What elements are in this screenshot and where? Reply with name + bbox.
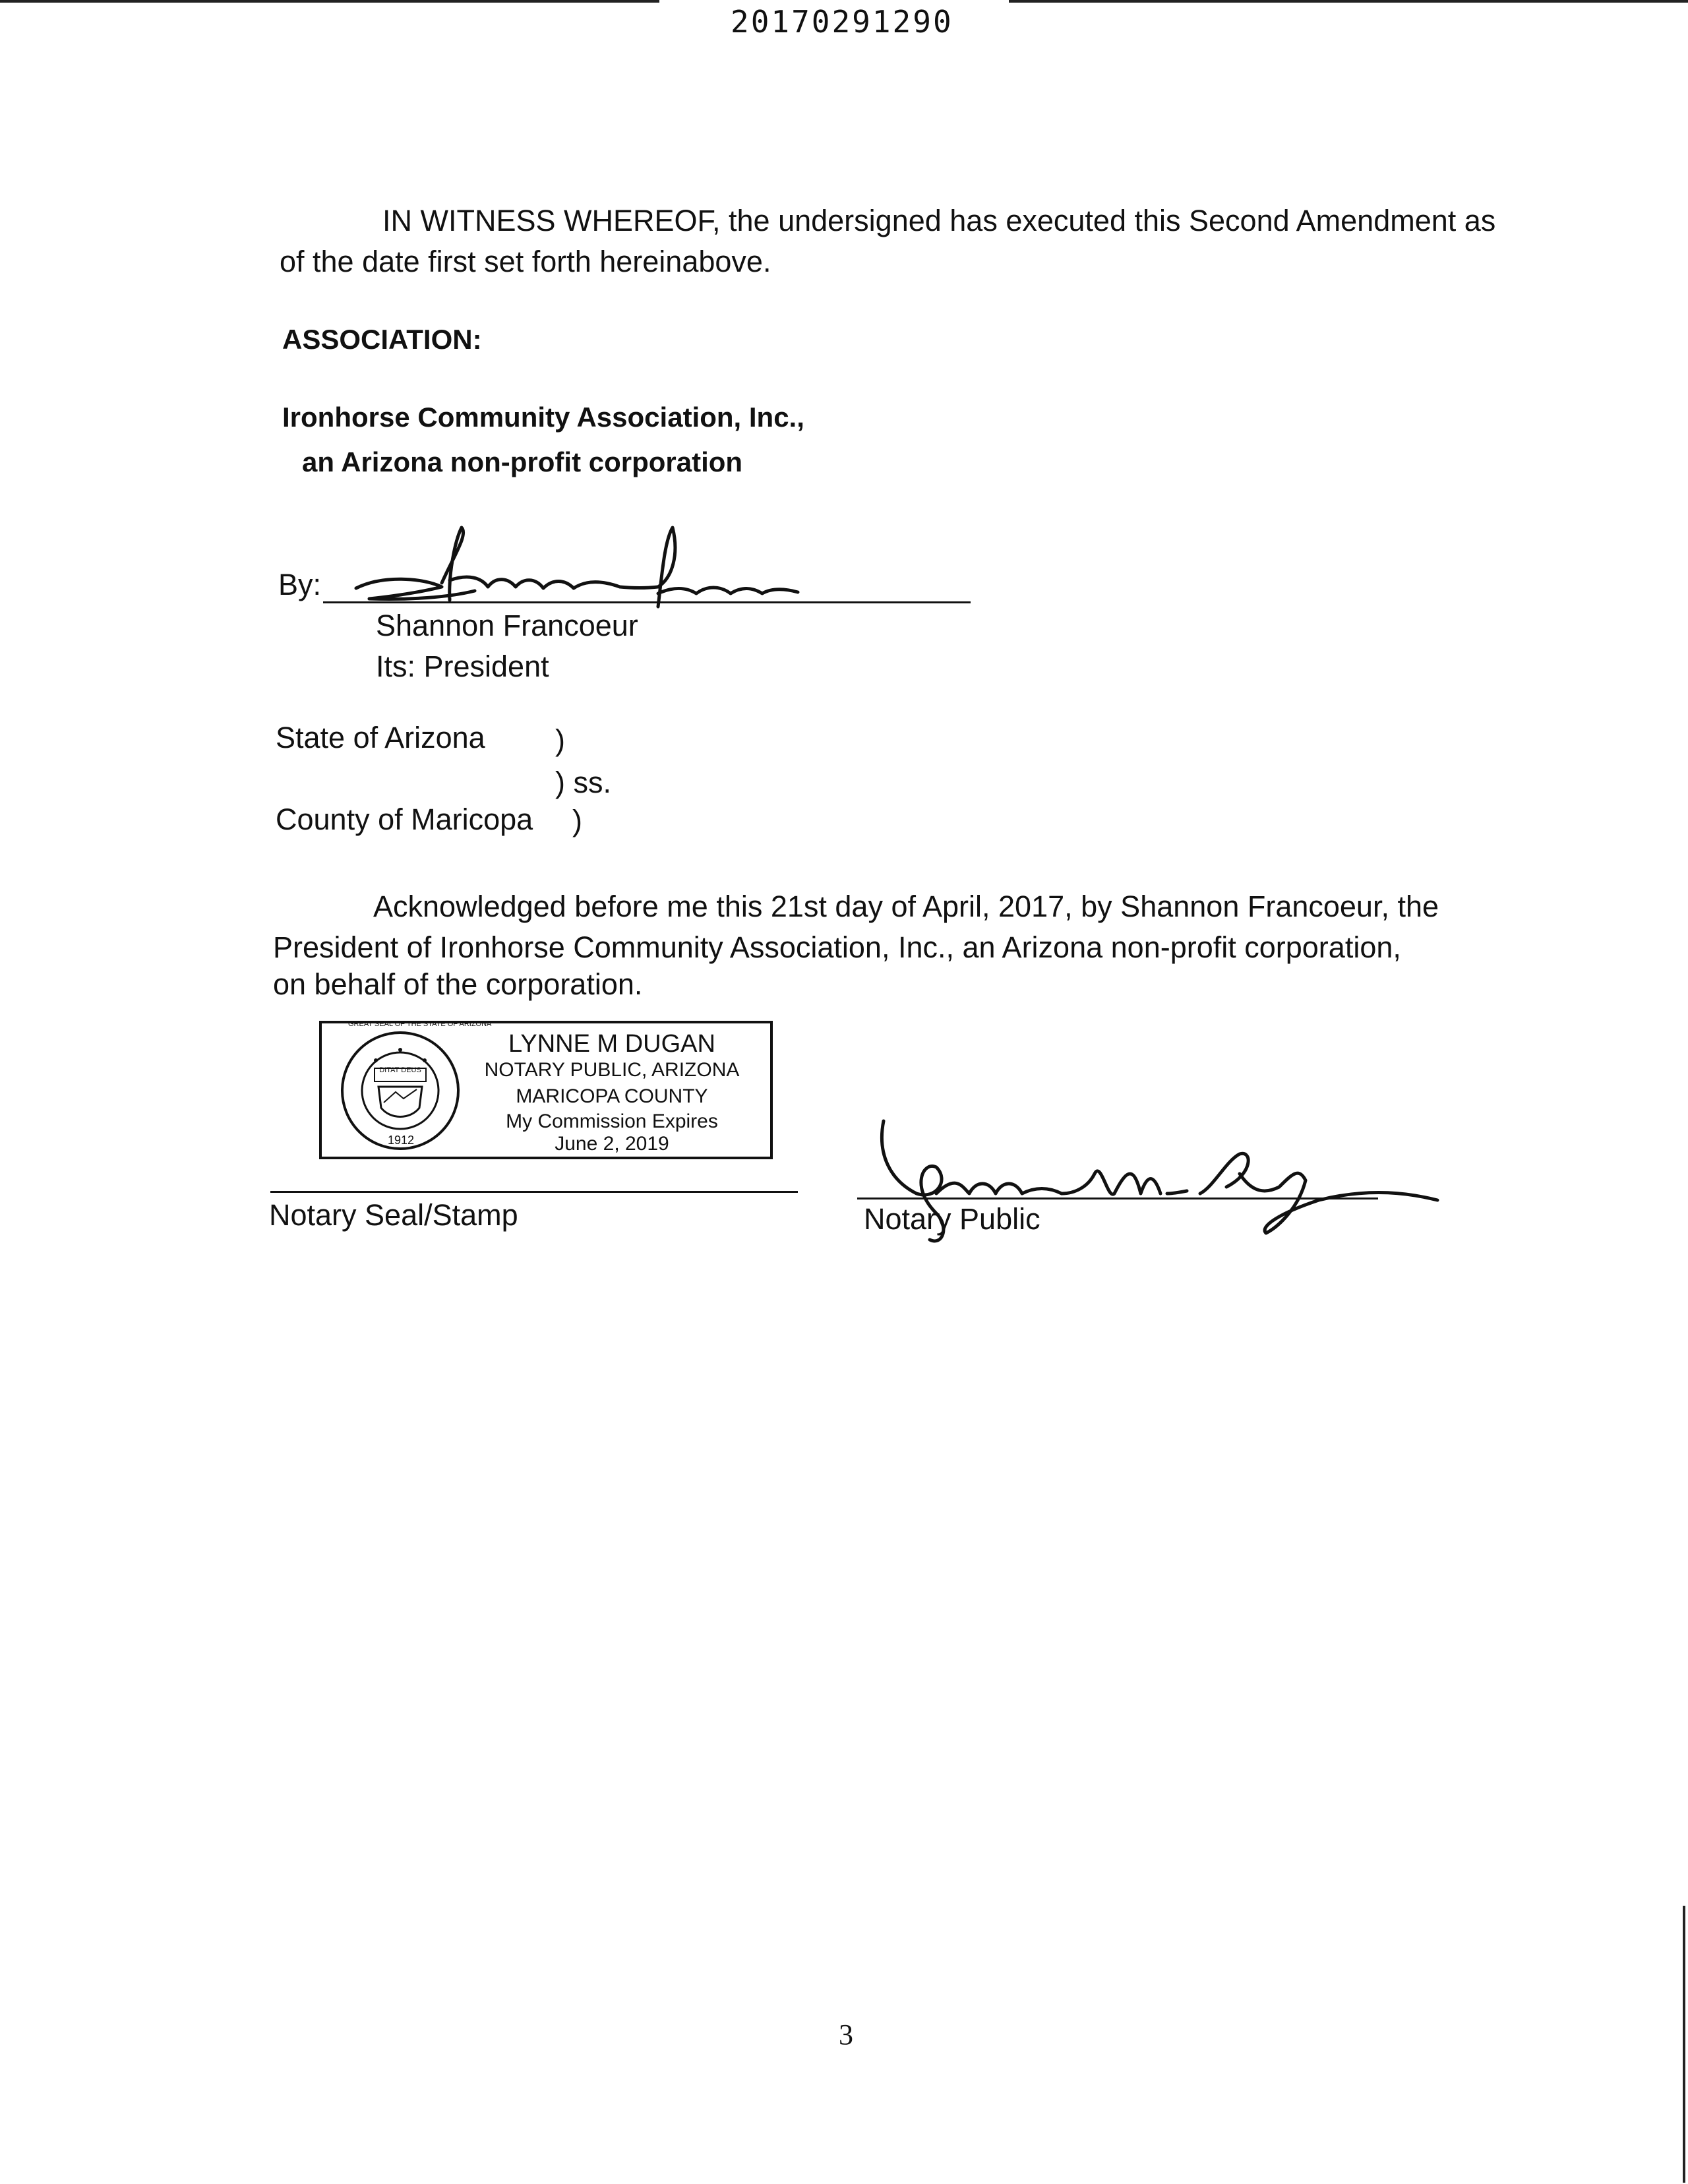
notary-line [857, 1198, 1378, 1199]
seal-ring-text: GREAT SEAL OF THE STATE OF ARIZONA [348, 1020, 492, 1028]
stamp-notary-title: NOTARY PUBLIC, ARIZONA [484, 1059, 740, 1081]
stamp-notary-name: LYNNE M DUGAN [508, 1030, 715, 1058]
venue-state: State of Arizona [276, 721, 485, 754]
signer-title: Its: President [376, 650, 549, 683]
notary-label: Notary Public [864, 1202, 1040, 1236]
notary-stamp [319, 1021, 773, 1159]
by-label: By: [278, 568, 322, 601]
acknowledgment-line-3: on behalf of the corporation. [273, 967, 643, 1001]
signer-signature [343, 514, 844, 620]
venue-county: County of Maricopa [276, 803, 533, 836]
witness-line-1: IN WITNESS WHEREOF, the undersigned has executed this Second Amendment as [382, 204, 1496, 237]
seal-line [270, 1191, 798, 1193]
seal-motto: DITAT DEUS [379, 1066, 421, 1074]
signer-name: Shannon Francoeur [376, 609, 638, 642]
venue-paren-2: ) [572, 804, 582, 837]
document-number: 20170291290 [731, 4, 953, 40]
seal-year: 1912 [388, 1134, 415, 1147]
association-heading: ASSOCIATION: [282, 324, 482, 355]
acknowledgment-line-2: President of Ironhorse Community Association, Inc., an Arizona non-profit corporation, [273, 930, 1401, 964]
venue-paren-1: ) [555, 723, 565, 757]
stamp-commission-label: My Commission Expires [506, 1110, 718, 1132]
stamp-commission-date: June 2, 2019 [555, 1133, 669, 1155]
scan-edge-right [1683, 1906, 1685, 2183]
association-type: an Arizona non-profit corporation [302, 446, 743, 477]
venue-ss: ) ss. [555, 766, 611, 799]
witness-line-2: of the date first set forth hereinabove. [280, 245, 771, 278]
acknowledgment-line-1: Acknowledged before me this 21st day of April, 2017, by Shannon Francoeur, the [373, 890, 1439, 923]
seal-label: Notary Seal/Stamp [269, 1198, 518, 1232]
stamp-county: MARICOPA COUNTY [516, 1085, 708, 1107]
page-number: 3 [839, 2018, 853, 2051]
scan-edge-top-right [1009, 0, 1688, 3]
scan-edge-top-left [0, 0, 659, 3]
association-name: Ironhorse Community Association, Inc., [282, 402, 804, 433]
